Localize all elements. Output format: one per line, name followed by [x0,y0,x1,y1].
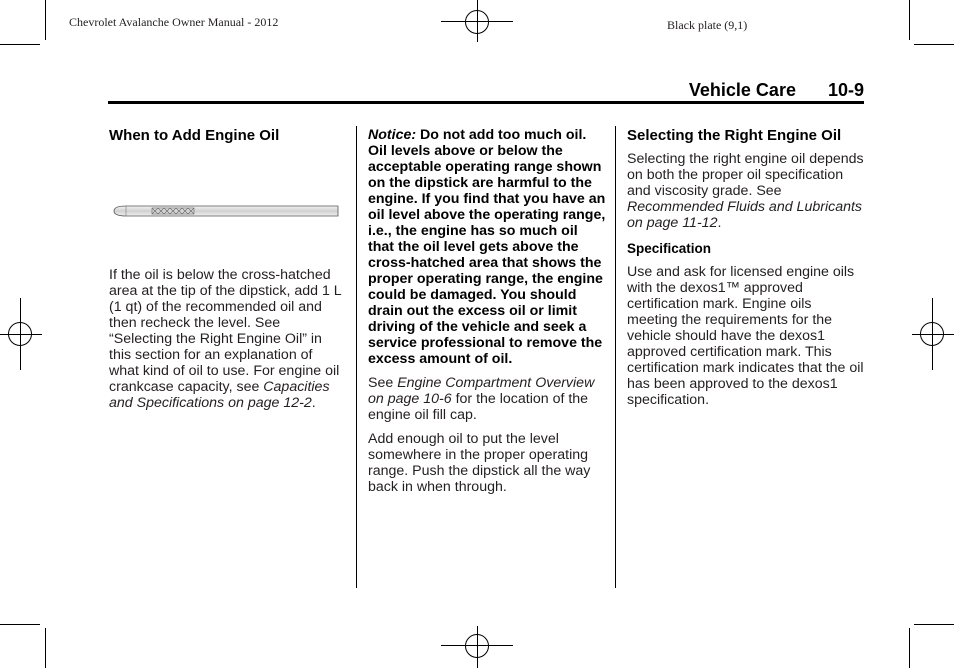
column-1 [109,127,343,145]
crop-mark-bottom-left-vertical [45,628,46,668]
notice-label: Notice: [368,127,417,143]
crop-mark-top-left-vertical [45,0,46,40]
crop-mark-top-right-horizontal [914,44,954,45]
column-divider-2 [615,126,616,588]
notice-paragraph: Notice: Do not add too much oil. Oil levels above or below the acceptable operating range shown on the dipstick are harmful to the engine. If you find that you have an oil level above the operating range, i.e., the engine has so much oil that the oil level gets above the cross-hatched area that shows the proper operating range, the engine could be damaged. You should drain out the excess oil or limit driving of the vehicle and seek a service professional to remove the excess amount of oil. [368,127,606,367]
section-title: Vehicle Care [688,80,796,100]
crop-mark-bottom-right-horizontal [914,624,954,625]
add-oil-paragraph: Add enough oil to put the level somewhere in the proper operating range. Push the dipstick all the way back in when through. [368,431,591,495]
column-1-body [109,267,343,419]
column-3 [627,127,865,416]
crop-mark-top-left-horizontal [0,44,40,45]
header-rule [108,101,864,104]
crop-mark-top-right-vertical [909,0,910,40]
section-header [600,80,864,101]
heading-specification: Specification [627,241,712,256]
see-paragraph: See Engine Compartment Overview on page 10-6 for the location of the engine oil fill cap. [368,375,595,423]
crop-mark-bottom-right-vertical [909,628,910,668]
engine-compartment-link[interactable]: Engine Compartment Overview on page 10-6 [368,375,595,407]
heading-selecting-oil: Selecting the Right Engine Oil [627,127,842,144]
capacities-link[interactable]: Capacities and Specifications on page 12-2 [109,379,330,411]
column-divider-1 [356,126,357,588]
heading-when-to-add-oil: When to Add Engine Oil [109,127,280,144]
dipstick-illustration [112,200,340,222]
column-2 [368,127,606,503]
page-number: 10-9 [827,80,864,100]
recommended-fluids-link[interactable]: Recommended Fluids and Lubricants on page 11-12 [627,199,863,231]
selecting-intro-paragraph: Selecting the right engine oil depends on both the proper oil specification and viscosity grade. See Recommended Fluids and Lubricants on page 11-12. [627,151,864,231]
oil-level-paragraph: If the oil is below the cross-hatched area at the tip of the dipstick, add 1 L (1 qt) of the recommended oil and then recheck the level. See “Selecting the Right Engine Oil” in this section for an explanation of what kind of oil to use. For engine oil crankcase capacity, see Capacities and Specifications on page 12-2. [109,267,342,411]
manual-title: Chevrolet Avalanche Owner Manual - 2012 [69,15,279,29]
crop-mark-bottom-left-horizontal [0,624,40,625]
specification-paragraph: Use and ask for licensed engine oils with the dexos1™ approved certification mark. Engine oils meeting the requirements for the vehicle should have the dexos1 approved certification mark. This certification mark indicates that the oil has been approved to the dexos1 specification. [627,264,864,408]
plate-label: Black plate (9,1) [667,18,748,32]
